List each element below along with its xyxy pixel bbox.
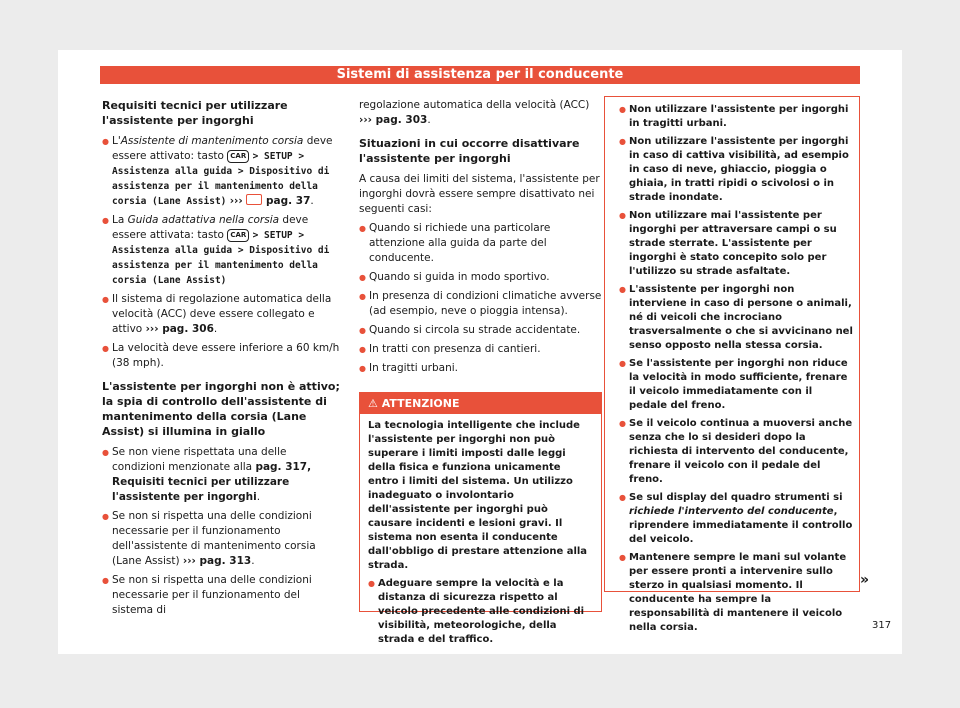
list-item: ● Non utilizzare mai l'assistente per ingorghi per attraversare campi o su strade sterrate. L'assistente per ingorghi è stato concepito solo per l'utilizzo su strade asfaltate. — [619, 209, 853, 279]
book-icon — [246, 194, 262, 205]
list-item: ● La Guida adattativa nella corsia deve essere attivata: tasto CAR > SETUP > Assistenza alla guida > Dispositivo di assistenza per il mantenimento della corsia (Lane Assist) — [102, 213, 342, 288]
list-item: ● Se non viene rispettata una delle condizioni menzionate alla pag. 317, Requisiti tecnici per utilizzare l'assistente per ingorghi. — [102, 445, 342, 505]
continue-mark: » — [860, 572, 870, 588]
continued-text: regolazione automatica della velocità (ACC) ››› pag. 303. — [359, 99, 590, 126]
list-item: ● Il sistema di regolazione automatica della velocità (ACC) deve essere collegato e attivo ››› pag. 306. — [102, 292, 342, 337]
list-item: ● L'assistente per ingorghi non interviene in caso di persone o animali, né di veicoli che incrociano trasversalmente o che si avvicinano nel senso opposto nella stessa corsia. — [619, 283, 853, 353]
list-item: ● Quando si guida in modo sportivo. — [359, 270, 602, 285]
column-1 — [102, 98, 342, 622]
warning-body — [360, 414, 601, 656]
heading-requirements: Requisiti tecnici per utilizzare l'assistente per ingorghi — [102, 99, 288, 127]
list-item: ● Quando si circola su strade accidentate. — [359, 323, 602, 338]
list-item: ● Se il veicolo continua a muoversi anche senza che lo si desideri dopo la richiesta di intervento del conducente, frenare il veicolo con il pedale del freno. — [619, 417, 853, 487]
car-key-icon: CAR — [227, 229, 249, 242]
list-item: ● Se sul display del quadro strumenti si richiede l'intervento del conducente, riprendere immediatamente il controllo del veicolo. — [619, 491, 853, 547]
warning-header: ⚠ ATTENZIONE — [360, 393, 601, 414]
page-link[interactable]: ››› pag. 306 — [145, 323, 214, 335]
list-item: ● Quando si richiede una particolare attenzione alla guida da parte del conducente. — [359, 221, 602, 266]
warning-box — [359, 392, 602, 645]
warning-continuation-box — [604, 96, 860, 633]
heading-not-active: L'assistente per ingorghi non è attivo; la spia di controllo dell'assistente di mantenimento della corsia (Lane Assist) si illumina in giallo — [102, 380, 340, 438]
list-item: ● La velocità deve essere inferiore a 60 km/h (38 mph). — [102, 341, 342, 371]
heading-disable-situations: Situazioni in cui occorre disattivare l'assistente per ingorghi — [359, 137, 580, 165]
column-2 — [359, 98, 602, 380]
list-item: ● Non utilizzare l'assistente per ingorghi in tragitti urbani. — [619, 103, 853, 131]
list-item: ● In presenza di condizioni climatiche avverse (ad esempio, neve o pioggia intensa). — [359, 289, 602, 319]
list-item: ● Se l'assistente per ingorghi non riduce la velocità in modo sufficiente, frenare il veicolo immediatamente con il pedale del freno. — [619, 357, 853, 413]
list-item: ● L'Assistente di mantenimento corsia deve essere attivato: tasto CAR > SETUP > Assistenza alla guida > Dispositivo di assistenza per il mantenimento della corsia (Lane Assist) ››› pag. 37. — [102, 134, 342, 209]
page-title: Sistemi di assistenza per il conducente — [100, 66, 860, 84]
list-item: ● Non utilizzare l'assistente per ingorghi in caso di cattiva visibilità, ad esempio in caso di neve, ghiaccio, pioggia o ghiaia, in tratti ripidi o scivolosi o in strade inondate. — [619, 135, 853, 205]
page-link[interactable]: pag. 37 — [262, 195, 311, 207]
page-link[interactable]: pag. 317, Requisiti tecnici per utilizzare l'assistente per ingorghi — [112, 461, 312, 503]
page-number: 317 — [872, 620, 892, 631]
warning-triangle-icon: ⚠ — [368, 397, 378, 410]
list-item: ● Se non si rispetta una delle condizioni necessarie per il funzionamento dell'assistente di mantenimento corsia (Lane Assist) ››› pag. 313. — [102, 509, 342, 569]
list-item: ● Adeguare sempre la velocità e la distanza di sicurezza rispetto al veicolo precedente alle condizioni di visibilità, meteorologiche, della strada e del traffico. — [368, 577, 593, 647]
list-item: ● Se non si rispetta una delle condizioni necessarie per il funzionamento del sistema di — [102, 573, 342, 618]
page-link[interactable]: ››› pag. 303 — [359, 114, 428, 126]
page-link[interactable]: ››› pag. 313 — [182, 555, 252, 567]
list-item: ● In tragitti urbani. — [359, 361, 602, 376]
list-item: ● In tratti con presenza di cantieri. — [359, 342, 602, 357]
intro-text: A causa dei limiti del sistema, l'assistente per ingorghi dovrà essere sempre disattivato nei seguenti casi: — [359, 173, 600, 215]
list-item: ● Mantenere sempre le mani sul volante per essere pronti a intervenire sullo sterzo in qualsiasi momento. Il conducente ha sempre la responsabilità di mantenere il veicolo nella corsia. — [619, 551, 853, 635]
car-key-icon: CAR — [227, 150, 249, 163]
warning-text: La tecnologia intelligente che include l'assistente per ingorghi non può superare i limiti imposti dalle leggi della fisica e funziona unicamente entro i limiti del sistema. Un utilizzo inadeguato o involontario dell'assistente per ingorghi può causare incidenti e lesioni gravi. Il sistema non esenta il conducente dall'obbligo di prestare attenzione alla strada. — [368, 420, 588, 571]
